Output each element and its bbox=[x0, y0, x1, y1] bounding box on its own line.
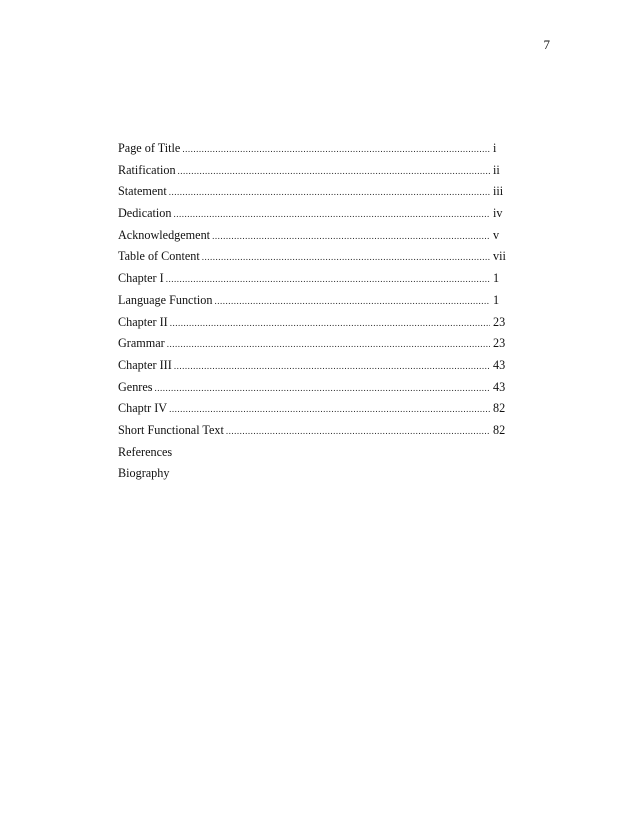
dot-leader bbox=[169, 401, 490, 417]
dot-leader bbox=[178, 163, 490, 179]
toc-entry-title: Chapter III bbox=[118, 357, 172, 372]
toc-entry-page: 23 bbox=[493, 336, 506, 351]
toc-entry-page: 1 bbox=[493, 271, 500, 286]
toc-entry-biography bbox=[118, 465, 508, 487]
toc-entry-chapter-1 bbox=[118, 270, 508, 292]
toc-entry-title: Grammar bbox=[118, 336, 165, 351]
dot-leader bbox=[214, 293, 490, 309]
toc-entry-title: Ratification bbox=[118, 162, 176, 177]
toc-entry-title: Language Function bbox=[118, 292, 213, 307]
toc-entry-grammar bbox=[118, 335, 508, 357]
dot-leader bbox=[166, 271, 490, 287]
toc-entry-page: v bbox=[493, 227, 500, 242]
toc-entry-title: Chaptr IV bbox=[118, 401, 168, 416]
toc-entry-page: 82 bbox=[493, 422, 506, 437]
dot-leader bbox=[226, 423, 490, 439]
toc-entry-page: ii bbox=[493, 162, 500, 177]
toc-entry-references bbox=[118, 444, 508, 466]
toc-entry-title: Genres bbox=[118, 379, 153, 394]
toc-entry-title: Biography bbox=[118, 466, 170, 481]
toc-entry-page: i bbox=[493, 141, 497, 155]
dot-leader bbox=[174, 358, 490, 374]
dot-leader bbox=[167, 336, 490, 352]
toc-entry-title: Short Functional Text bbox=[118, 422, 224, 437]
toc-entry-page: iv bbox=[493, 206, 503, 221]
dot-leader bbox=[169, 184, 490, 200]
toc-entry-page: 82 bbox=[493, 401, 506, 416]
dot-leader bbox=[173, 206, 490, 222]
toc-entry-acknowledgement bbox=[118, 227, 508, 249]
toc-entry-page: iii bbox=[493, 184, 504, 199]
toc-entry-chapter-4 bbox=[118, 400, 508, 422]
table-of-contents bbox=[118, 140, 508, 487]
toc-entry-page: 23 bbox=[493, 314, 506, 329]
toc-entry-title: Statement bbox=[118, 184, 167, 199]
toc-entry-language-function bbox=[118, 292, 508, 314]
toc-entry-title: Chapter II bbox=[118, 314, 168, 329]
toc-entry-title: Acknowledgement bbox=[118, 227, 211, 242]
dot-leader bbox=[155, 380, 490, 396]
dot-leader bbox=[182, 141, 490, 157]
toc-entry-title: Page of Title bbox=[118, 141, 181, 155]
toc-entry-page: vii bbox=[493, 249, 506, 264]
dot-leader bbox=[202, 249, 490, 265]
toc-entry-page: 43 bbox=[493, 357, 506, 372]
toc-entry-short-functional-text bbox=[118, 422, 508, 444]
toc-entry-ratification bbox=[118, 162, 508, 184]
toc-entry-statement bbox=[118, 183, 508, 205]
toc-entry-genres bbox=[118, 379, 508, 401]
toc-entry-page-of-title bbox=[118, 140, 508, 162]
toc-entry-title: Dedication bbox=[118, 206, 172, 221]
toc-entry-page: 1 bbox=[493, 292, 500, 307]
toc-entry-title: Chapter I bbox=[118, 271, 164, 286]
toc-entry-chapter-2 bbox=[118, 314, 508, 336]
page-number: 7 bbox=[543, 37, 550, 52]
toc-entry-table-of-content bbox=[118, 248, 508, 270]
toc-entry-page: 43 bbox=[493, 379, 506, 394]
toc-entry-chapter-3 bbox=[118, 357, 508, 379]
toc-entry-title: References bbox=[118, 444, 173, 459]
dot-leader bbox=[170, 315, 490, 331]
dot-leader bbox=[212, 228, 490, 244]
toc-entry-title: Table of Content bbox=[118, 249, 200, 264]
toc-entry-dedication bbox=[118, 205, 508, 227]
